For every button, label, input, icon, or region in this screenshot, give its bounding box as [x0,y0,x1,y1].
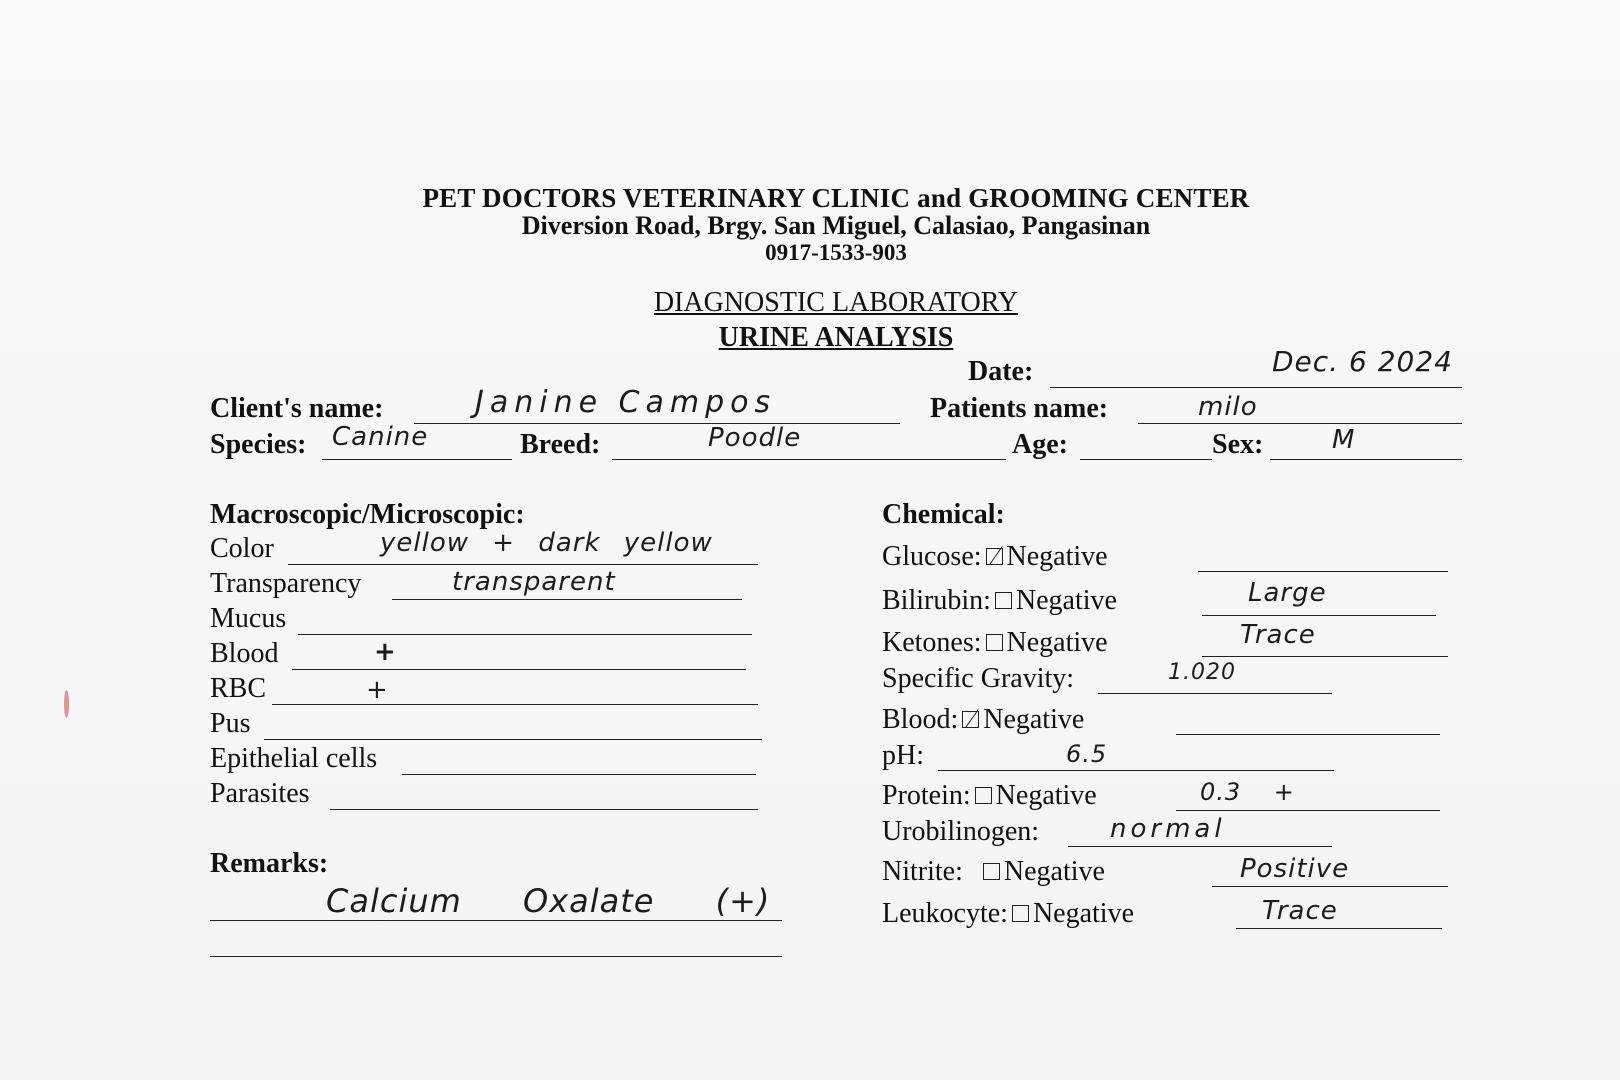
protein-negative-text: Negative [995,780,1097,811]
leukocyte-label: Leukocyte: [882,898,1008,929]
species-line [322,459,512,460]
client-name-value: Janine Campos [475,385,777,420]
ketones-label: Ketones: [882,627,982,658]
sex-label: Sex: [1212,429,1264,460]
blood-chem-label: Blood: [882,704,959,735]
ketones-negative-text: Negative [1006,627,1108,658]
bilirubin-negative-checkbox [995,592,1012,609]
nitrite-row [882,856,1105,888]
species-label: Species: [210,429,307,460]
parasites-line [330,809,758,810]
ketones-value: Trace [1240,620,1316,650]
blood-micro-label: Blood [210,638,279,669]
protein-line [1176,810,1440,811]
bilirubin-value: Large [1248,578,1327,608]
parasites-label: Parasites [210,778,310,809]
transparency-line [392,599,742,600]
age-label: Age: [1012,429,1068,460]
bilirubin-row [882,585,1117,617]
ketones-line [1202,656,1448,657]
rbc-value: + [366,675,389,705]
blood-micro-value: + [374,637,397,667]
specific-gravity-label: Specific Gravity: [882,663,1075,694]
breed-label: Breed: [520,429,601,460]
remarks-label: Remarks: [210,848,329,879]
chemical-heading: Chemical: [882,499,1005,530]
urobilinogen-value: normal [1110,814,1226,844]
ph-line [938,770,1334,771]
remarks-value: Calcium Oxalate (+) [326,882,771,920]
protein-label: Protein: [882,780,971,811]
ph-value: 6.5 [1066,740,1108,768]
age-line [1080,459,1212,460]
leukocyte-row [882,898,1134,930]
protein-negative-checkbox [975,787,992,804]
ketones-negative-checkbox [986,634,1003,651]
species-value: Canine [332,422,429,452]
urobilinogen-label: Urobilinogen: [882,816,1040,847]
leukocyte-value: Trace [1262,896,1338,926]
date-label: Date: [968,356,1034,387]
lab-title: DIAGNOSTIC LABORATORY [653,287,1019,318]
clinic-address: Diversion Road, Brgy. San Miguel, Calasiao, Pangasinan [521,211,1151,240]
sex-line [1270,459,1462,460]
blood-chem-negative-text: Negative [983,704,1085,735]
client-name-label: Client's name: [210,393,384,424]
clinic-phone: 0917-1533-903 [765,240,907,265]
protein-row [882,780,1097,812]
bilirubin-label: Bilirubin: [882,585,991,616]
leukocyte-negative-checkbox [1012,905,1029,922]
color-label: Color [210,533,274,564]
color-line [288,564,758,565]
protein-value: 0.3 + [1200,778,1295,806]
patient-name-value: milo [1198,392,1258,422]
blood-chem-negative-checkbox [962,711,979,728]
mucus-line [298,634,752,635]
pus-line [264,739,762,740]
remarks-line-1 [210,920,782,921]
glucose-negative-checkbox [986,548,1003,565]
blood-chem-line [1176,734,1440,735]
epithelial-label: Epithelial cells [210,743,378,774]
patient-name-label: Patients name: [930,393,1109,424]
sex-value: M [1332,425,1356,455]
transparency-value: transparent [452,567,616,597]
specific-gravity-line [1098,693,1332,694]
glucose-line [1198,571,1448,572]
urobilinogen-line [1068,846,1332,847]
nitrite-label: Nitrite: [882,856,963,887]
patient-name-line [1138,423,1462,424]
breed-value: Poodle [708,423,802,453]
rbc-line [272,704,758,705]
leukocyte-line [1236,928,1442,929]
rbc-label: RBC [210,673,267,704]
epithelial-line [402,774,756,775]
bilirubin-negative-text: Negative [1015,585,1117,616]
nitrite-negative-text: Negative [1003,856,1105,887]
leukocyte-negative-text: Negative [1032,898,1135,929]
client-name-line [414,423,900,424]
date-value: Dec. 6 2024 [1272,345,1453,378]
glucose-row [882,541,1108,573]
nitrite-line [1212,886,1448,887]
mucus-label: Mucus [210,603,287,634]
bilirubin-line [1202,615,1436,616]
color-value: yellow + dark yellow [380,528,713,558]
ph-label: pH: [882,740,924,771]
date-line [1050,387,1462,388]
ketones-row [882,627,1108,659]
paper-mark [64,690,69,718]
glucose-negative-text: Negative [1006,541,1108,572]
nitrite-value: Positive [1240,854,1350,884]
remarks-line-2 [210,956,782,957]
clinic-name: PET DOCTORS VETERINARY CLINIC and GROOMING CENTER [422,183,1250,213]
blood-micro-line [292,669,746,670]
glucose-label: Glucose: [882,541,982,572]
transparency-label: Transparency [210,568,362,599]
macro-heading: Macroscopic/Microscopic: [210,499,525,530]
breed-line [612,459,1006,460]
specific-gravity-value: 1.020 [1168,660,1236,685]
pus-label: Pus [210,708,251,739]
form-subtitle: URINE ANALYSIS [718,322,954,353]
blood-chem-row [882,704,1084,736]
nitrite-negative-checkbox [983,863,1000,880]
